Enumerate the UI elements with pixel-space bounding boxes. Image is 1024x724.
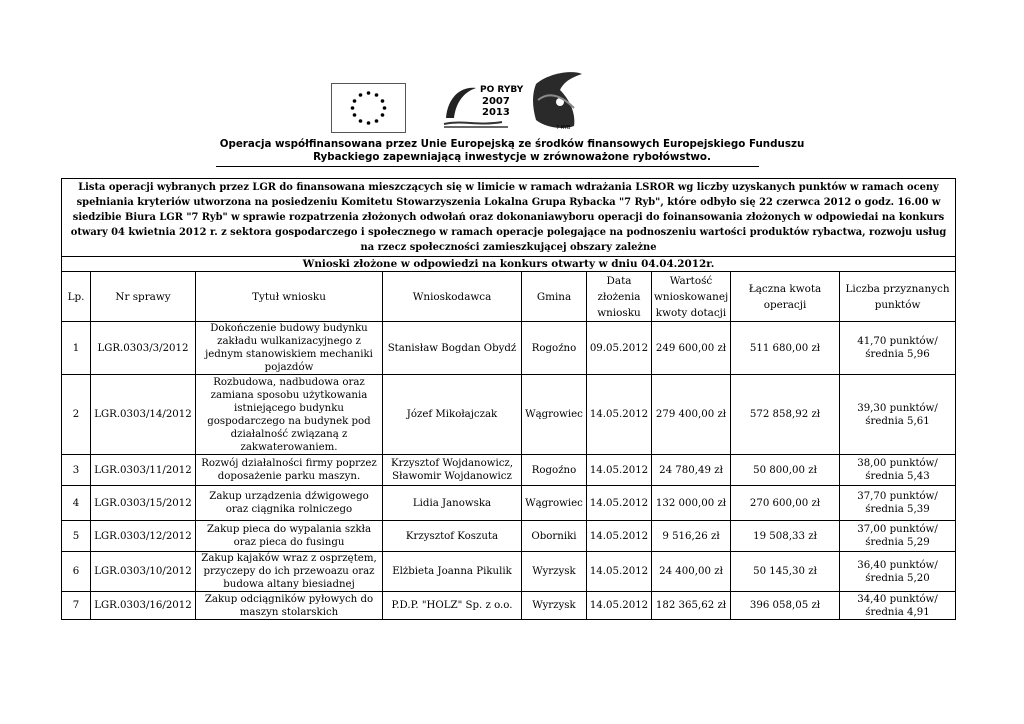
cell-wnioskodawca: P.D.P. "HOLZ" Sp. z o.o. — [383, 592, 522, 620]
cell-wnioskodawca: Józef Mikołajczak — [383, 375, 522, 455]
cell-laczna: 396 058,05 zł — [731, 592, 840, 620]
cell-lp: 4 — [62, 486, 91, 521]
cell-laczna: 50 145,30 zł — [731, 552, 840, 592]
eu-flag-icon — [331, 83, 406, 133]
cell-gmina: Oborniki — [522, 521, 587, 552]
cell-wartosc: 24 400,00 zł — [652, 552, 731, 592]
cell-gmina: Wągrowiec — [522, 375, 587, 455]
cell-nr: LGR.0303/12/2012 — [91, 521, 196, 552]
cofinancing-motto — [0, 138, 1024, 164]
table-row — [62, 486, 956, 521]
motto-divider — [216, 166, 759, 167]
cell-nr: LGR.0303/15/2012 — [91, 486, 196, 521]
cell-laczna: 270 600,00 zł — [731, 486, 840, 521]
table-row — [62, 592, 956, 620]
cell-nr: LGR.0303/14/2012 — [91, 375, 196, 455]
cell-tytul: Zakup odciągników pyłowych do maszyn stolarskich — [196, 592, 383, 620]
logo-bar — [0, 70, 1024, 134]
cell-lp: 2 — [62, 375, 91, 455]
cell-gmina: Rogoźno — [522, 322, 587, 375]
operations-table — [61, 178, 956, 620]
po-ryby-text: PO RYBY — [480, 85, 524, 95]
cell-lp: 7 — [62, 592, 91, 620]
cell-wnioskodawca: Elżbieta Joanna Pikulik — [383, 552, 522, 592]
cell-nr: LGR.0303/11/2012 — [91, 455, 196, 486]
cell-tytul: Zakup pieca do wypalania szkła oraz pieca do fusingu — [196, 521, 383, 552]
cell-punkty: 41,70 punktów/ średnia 5,96 — [840, 322, 956, 375]
cell-tytul: Zakup urządzenia dźwigowego oraz ciągnika rolniczego — [196, 486, 383, 521]
cell-wnioskodawca: Krzysztof Wojdanowicz, Sławomir Wojdanowicz — [383, 455, 522, 486]
cell-laczna: 511 680,00 zł — [731, 322, 840, 375]
header-wnioskodawca: Wnioskodawca — [383, 272, 522, 322]
cell-laczna: 572 858,92 zł — [731, 375, 840, 455]
cell-punkty: 38,00 punktów/ średnia 5,43 — [840, 455, 956, 486]
cell-data: 14.05.2012 — [587, 486, 652, 521]
header-liczba: Liczba przyznanych punktów — [840, 272, 956, 322]
cell-lp: 1 — [62, 322, 91, 375]
header-gmina: Gmina — [522, 272, 587, 322]
cell-punkty: 37,70 punktów/ średnia 5,39 — [840, 486, 956, 521]
cell-wartosc: 249 600,00 zł — [652, 322, 731, 375]
lgr-logo-caption: 7 RYB — [556, 125, 571, 131]
table-subtitle: Wnioski złożone w odpowiedzi na konkurs otwarty w dniu 04.04.2012r. — [62, 257, 956, 272]
cell-data: 14.05.2012 — [587, 375, 652, 455]
cell-data: 14.05.2012 — [587, 592, 652, 620]
cell-data: 09.05.2012 — [587, 322, 652, 375]
motto-line-2: Rybackiego zapewniającą inwestycje w zrównoważone rybołówstwo. — [313, 151, 711, 163]
po-ryby-year1: 2007 — [482, 96, 510, 107]
cell-punkty: 34,40 punktów/ średnia 4,91 — [840, 592, 956, 620]
header-lp: Lp. — [62, 272, 91, 322]
cell-laczna: 50 800,00 zł — [731, 455, 840, 486]
table-row — [62, 521, 956, 552]
header-nr-sprawy: Nr sprawy — [91, 272, 196, 322]
cell-tytul: Dokończenie budowy budynku zakładu wulkanizacyjnego z jednym stanowiskiem mechaniki pojazdów — [196, 322, 383, 375]
cell-nr: LGR.0303/3/2012 — [91, 322, 196, 375]
header-data: Data złożenia wniosku — [587, 272, 652, 322]
motto-line-1: Operacja współfinansowana przez Unie Europejską ze środków finansowych Europejskiego Funduszu — [219, 138, 805, 150]
cell-punkty: 37,00 punktów/ średnia 5,29 — [840, 521, 956, 552]
cell-wnioskodawca: Stanisław Bogdan Obydź — [383, 322, 522, 375]
cell-wartosc: 9 516,26 zł — [652, 521, 731, 552]
cell-nr: LGR.0303/10/2012 — [91, 552, 196, 592]
cell-lp: 5 — [62, 521, 91, 552]
cell-wartosc: 182 365,62 zł — [652, 592, 731, 620]
cell-wnioskodawca: Lidia Janowska — [383, 486, 522, 521]
header-tytul: Tytuł wniosku — [196, 272, 383, 322]
cell-punkty: 39,30 punktów/ średnia 5,61 — [840, 375, 956, 455]
po-ryby-logo — [440, 78, 524, 134]
cell-gmina: Wyrzysk — [522, 552, 587, 592]
cell-tytul: Rozwój działalności firmy poprzez doposażenie parku maszyn. — [196, 455, 383, 486]
cell-wartosc: 132 000,00 zł — [652, 486, 731, 521]
intro-text: Lista operacji wybranych przez LGR do finansowana mieszczących się w limicie w ramach wdrażania LSROR wg liczby uzyskanych punktów w ramach oceny spełniania kryteriów utworzona na posiedzeniu Komitetu Stowarzyszenia Lokalna Grupa Rybacka "7 Ryb", które odbyło się 22 czerwca 2012 o godz. 16.00 w siedzibie Biura LGR "7 Ryb" w sprawie rozpatrzenia złożonych odwołań oraz dokonaniawyboru operacji do foinansowania złożonych w odpowiedai na konkurs otwary 04 kwietnia 2012 r. z sektora gospodarczego i społecznego w ramach operacje polegające na podnoszeniu wartości produktów rybactwa, rozwoju usług na rzecz społeczności zamieszkującej obszary zależne — [62, 179, 956, 257]
table-row — [62, 375, 956, 455]
cell-gmina: Wyrzysk — [522, 592, 587, 620]
po-ryby-year2: 2013 — [482, 107, 510, 118]
cell-lp: 6 — [62, 552, 91, 592]
cell-lp: 3 — [62, 455, 91, 486]
cell-data: 14.05.2012 — [587, 455, 652, 486]
cell-laczna: 19 508,33 zł — [731, 521, 840, 552]
cell-gmina: Rogoźno — [522, 455, 587, 486]
table-header-row — [62, 272, 956, 322]
cell-tytul: Zakup kajaków wraz z osprzętem, przyczepy do ich przewoazu oraz budowa altany biesiadnej — [196, 552, 383, 592]
cell-tytul: Rozbudowa, nadbudowa oraz zamiana sposobu użytkowania istniejącego budynku gospodarczego na budynek pod działalność związaną z zakwaterowaniem. — [196, 375, 383, 455]
header-wartosc: Wartość wnioskowanej kwoty dotacji — [652, 272, 731, 322]
cell-punkty: 36,40 punktów/ średnia 5,20 — [840, 552, 956, 592]
table-row — [62, 322, 956, 375]
table-row — [62, 552, 956, 592]
cell-wartosc: 24 780,49 zł — [652, 455, 731, 486]
cell-wnioskodawca: Krzysztof Koszuta — [383, 521, 522, 552]
table-row — [62, 455, 956, 486]
cell-nr: LGR.0303/16/2012 — [91, 592, 196, 620]
cell-data: 14.05.2012 — [587, 521, 652, 552]
cell-wartosc: 279 400,00 zł — [652, 375, 731, 455]
cell-data: 14.05.2012 — [587, 552, 652, 592]
cell-gmina: Wągrowiec — [522, 486, 587, 521]
header-laczna: Łączna kwota operacji — [731, 272, 840, 322]
